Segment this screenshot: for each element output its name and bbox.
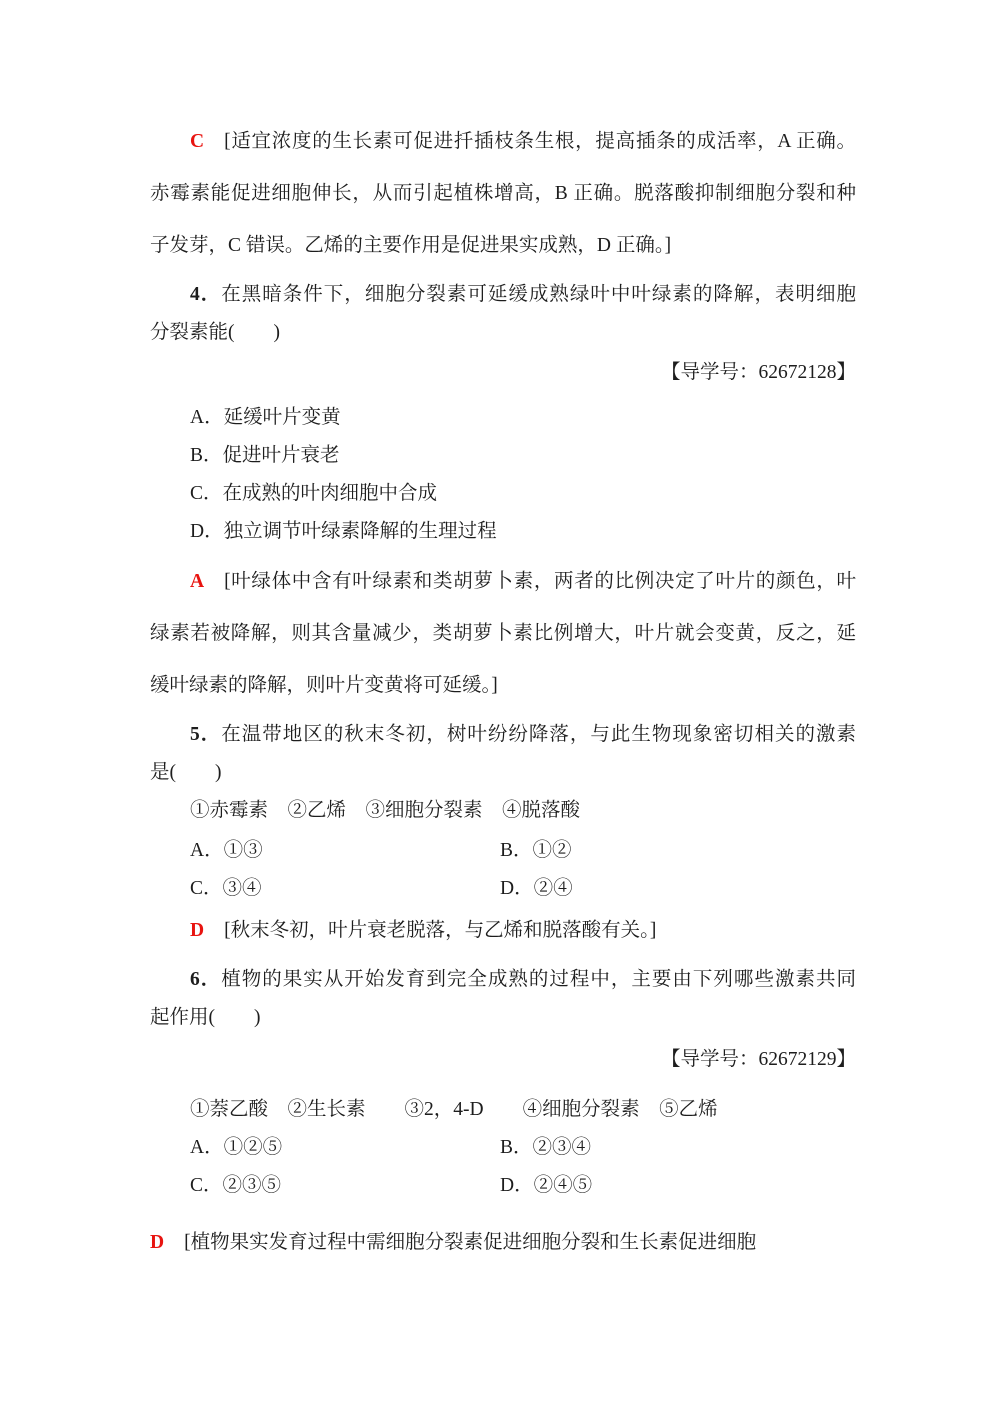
question-5-stem-line2: 是( ) — [150, 762, 222, 783]
answer-q4 — [150, 556, 856, 712]
option-q4-b: B．促进叶片衰老 — [190, 445, 340, 466]
answer-q6-line1: [植物果实发育过程中需细胞分裂素促进细胞分裂和生长素促进细胞 — [184, 1232, 757, 1253]
question-5 — [150, 716, 856, 792]
answer-letter-q3: C — [190, 131, 205, 152]
answer-letter-q6: D — [150, 1232, 165, 1253]
question-6-options — [150, 1129, 856, 1205]
answer-q3 — [150, 116, 856, 272]
question-4-number: 4． — [190, 284, 222, 305]
question-5-options — [150, 832, 856, 908]
option-q6-d: D．②④⑤ — [500, 1175, 593, 1196]
guide-number-q6: 【导学号：62672129】 — [660, 1049, 856, 1070]
question-6-number: 6． — [190, 969, 222, 990]
option-q6-c: C．②③⑤ — [190, 1175, 282, 1196]
question-6 — [150, 961, 856, 1037]
option-q4-d: D．独立调节叶绿素降解的生理过程 — [190, 521, 497, 542]
answer-q6-partial — [150, 1224, 856, 1262]
answer-q5 — [150, 912, 856, 950]
question-4-stem-line1: 在黑暗条件下，细胞分裂素可延缓成熟绿叶中叶绿素的降解，表明细胞 — [221, 284, 856, 305]
question-4 — [150, 276, 856, 352]
answer-q4-line2: 绿素若被降解，则其含量减少，类胡萝卜素比例增大，叶片就会变黄，反之，延 — [150, 623, 856, 644]
option-q4-a: A．延缓叶片变黄 — [190, 407, 341, 428]
option-q5-d: D．②④ — [500, 878, 573, 899]
question-5-number: 5． — [190, 724, 222, 745]
option-q5-a: A．①③ — [190, 840, 263, 861]
option-q5-b: B．①② — [500, 840, 572, 861]
question-4-stem-line2: 分裂素能( ) — [150, 322, 280, 343]
answer-q3-line2: 赤霉素能促进细胞伸长，从而引起植株增高，B 正确。脱落酸抑制细胞分裂和种 — [150, 183, 856, 204]
answer-q3-line3: 子发芽，C 错误。乙烯的主要作用是促进果实成熟，D 正确。] — [150, 235, 672, 256]
answer-q3-line1: [适宜浓度的生长素可促进扦插枝条生根，提高插条的成活率，A 正确。 — [224, 131, 856, 152]
answer-letter-q4: A — [190, 571, 205, 592]
question-6-stem-line1: 植物的果实从开始发育到完全成熟的过程中，主要由下列哪些激素共同 — [221, 969, 856, 990]
option-q5-c: C．③④ — [190, 878, 262, 899]
guide-number-q4: 【导学号：62672128】 — [660, 362, 856, 383]
option-q4-c: C．在成熟的叶肉细胞中合成 — [190, 483, 438, 504]
option-q6-b: B．②③④ — [500, 1137, 592, 1158]
q6-hormone-items: ①萘乙酸 ②生长素 ③2，4-D ④细胞分裂素 ⑤乙烯 — [190, 1099, 718, 1120]
question-5-stem-line1: 在温带地区的秋末冬初，树叶纷纷降落，与此生物现象密切相关的激素 — [221, 724, 856, 745]
question-6-stem-line2: 起作用( ) — [150, 1007, 261, 1028]
answer-q4-line1: [叶绿体中含有叶绿素和类胡萝卜素，两者的比例决定了叶片的颜色，叶 — [224, 571, 856, 592]
option-q6-a: A．①②⑤ — [190, 1137, 283, 1158]
q5-hormone-items: ①赤霉素 ②乙烯 ③细胞分裂素 ④脱落酸 — [190, 800, 581, 821]
answer-q4-line3: 缓叶绿素的降解，则叶片变黄将可延缓。] — [150, 675, 498, 696]
answer-q5-line1: [秋末冬初，叶片衰老脱落，与乙烯和脱落酸有关。] — [224, 920, 657, 941]
question-4-options — [150, 399, 856, 551]
answer-letter-q5: D — [190, 920, 205, 941]
